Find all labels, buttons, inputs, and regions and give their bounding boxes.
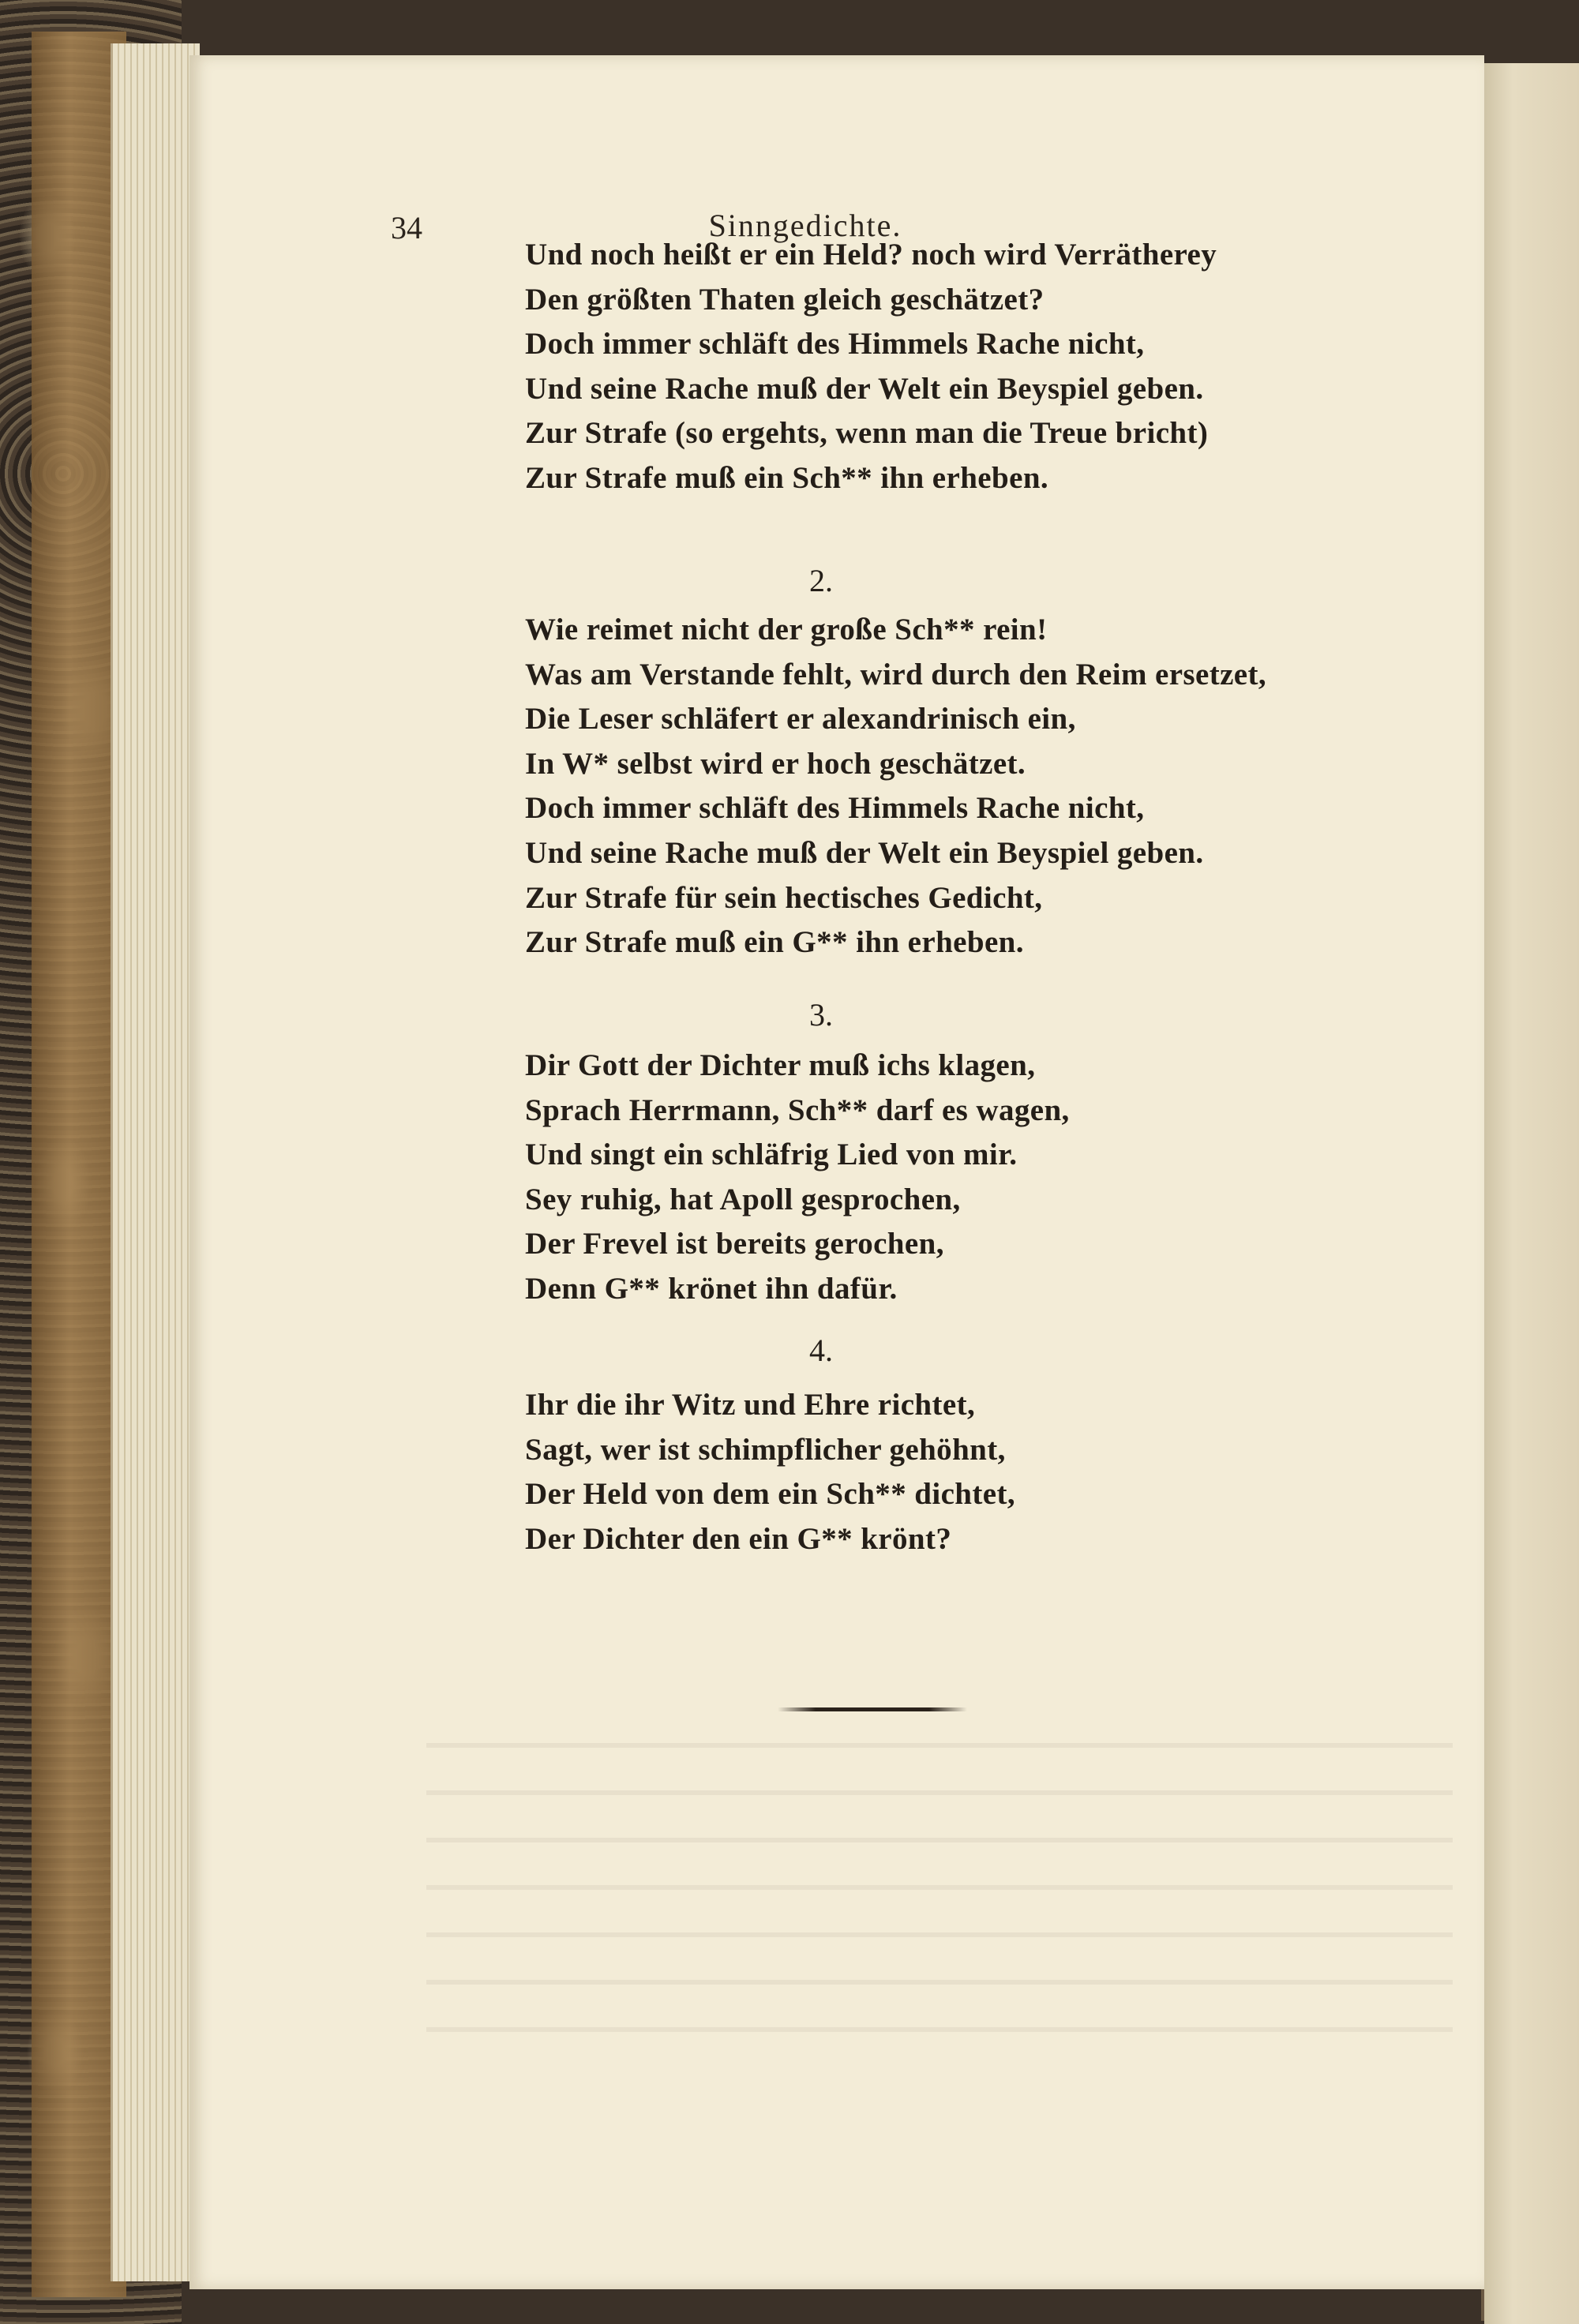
poem-number: 3. <box>809 997 833 1033</box>
poem-2 <box>525 608 1393 965</box>
poem-4 <box>525 1383 1393 1561</box>
poem-number: 4. <box>809 1333 833 1368</box>
verse-line: Zur Strafe muß ein G** ihn erheben. <box>525 925 1024 960</box>
verse-line: Zur Strafe muß ein Sch** ihn erheben. <box>525 460 1049 495</box>
verse-line: Wie reimet nicht der große Sch** rein! <box>525 613 1048 647</box>
verse-line: Der Held von dem ein Sch** dichtet, <box>525 1477 1016 1512</box>
verse-line: Denn G** krönet ihn dafür. <box>525 1271 898 1306</box>
verse-line: Und seine Rache muß der Welt ein Beyspiel geben. <box>525 835 1204 870</box>
verse-line: Ihr die ihr Witz und Ehre richtet, <box>525 1388 976 1422</box>
verse-line: Zur Strafe (so ergehts, wenn man die Treue bricht) <box>525 416 1209 451</box>
verse-line: Die Leser schläfert er alexandrinisch ein, <box>525 702 1076 737</box>
verse-line: In W* selbst wird er hoch geschätzet. <box>525 746 1026 781</box>
running-head: Sinngedichte. <box>708 208 902 243</box>
show-through-text <box>426 1713 1453 2068</box>
verse-line: Zur Strafe für sein hectisches Gedicht, <box>525 880 1043 915</box>
verse-line: Sey ruhig, hat Apoll gesprochen, <box>525 1182 961 1216</box>
page-edges <box>111 43 200 2281</box>
verse-line: Was am Verstande fehlt, wird durch den Reim ersetzet, <box>525 657 1267 692</box>
verse-line: Doch immer schläft des Himmels Rache nicht, <box>525 327 1145 362</box>
verse-line: Doch immer schläft des Himmels Rache nicht, <box>525 791 1145 826</box>
facing-page-edge <box>1484 63 1579 2324</box>
poem-3 <box>525 1044 1393 1312</box>
verse-line: Sagt, wer ist schimpflicher gehöhnt, <box>525 1432 1006 1467</box>
verse-line: Und noch heißt er ein Held? noch wird Verrätherey <box>525 238 1217 272</box>
verse-line: Und seine Rache muß der Welt ein Beyspiel geben. <box>525 371 1204 406</box>
verse-line: Sprach Herrmann, Sch** darf es wagen, <box>525 1093 1070 1127</box>
verse-line: Der Dichter den ein G** krönt? <box>525 1521 952 1556</box>
poem-1 <box>525 233 1393 501</box>
verse-line: Dir Gott der Dichter muß ichs klagen, <box>525 1048 1036 1082</box>
verse-line: Der Frevel ist bereits gerochen, <box>525 1227 944 1261</box>
page-number: 34 <box>391 210 422 246</box>
verse-line: Und singt ein schläfrig Lied von mir. <box>525 1138 1018 1172</box>
verse-line: Den größten Thaten gleich geschätzet? <box>525 282 1045 317</box>
poem-number: 2. <box>809 563 833 598</box>
section-divider-rule <box>778 1707 967 1711</box>
